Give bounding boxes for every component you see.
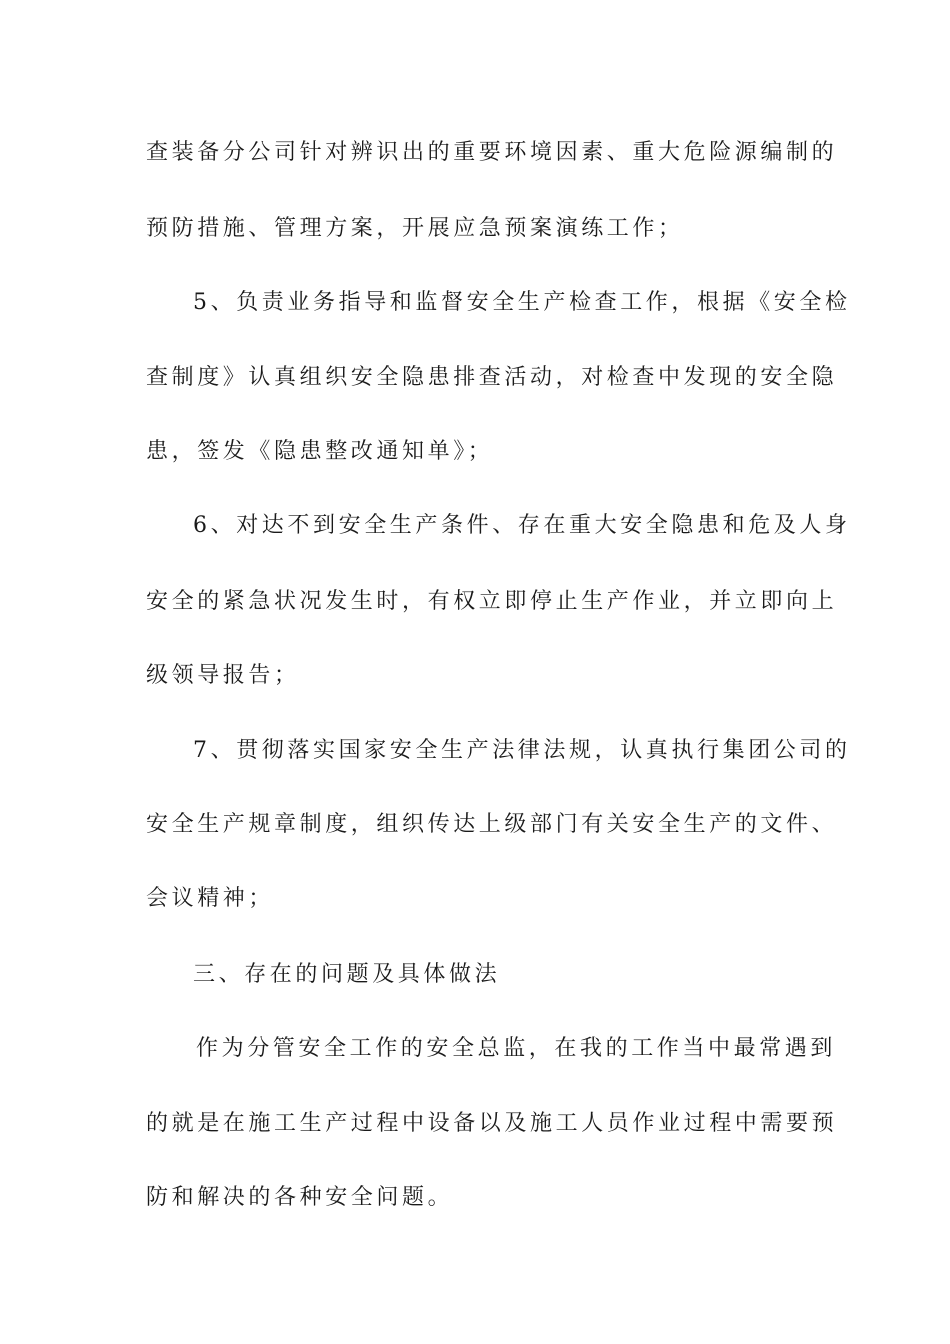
text-line: 会议精神； bbox=[146, 886, 275, 911]
text-line: 5、负责业务指导和监督安全生产检查工作，根据《安全检 bbox=[193, 290, 851, 315]
text-line: 的就是在施工生产过程中设备以及施工人员作业过程中需要预 bbox=[146, 1111, 838, 1136]
text-line: 查制度》认真组织安全隐患排查活动，对检查中发现的安全隐 bbox=[146, 365, 838, 390]
section-heading: 三、存在的问题及具体做法 bbox=[193, 962, 501, 987]
text-line: 查装备分公司针对辨识出的重要环境因素、重大危险源编制的 bbox=[146, 140, 838, 165]
text-line: 防和解决的各种安全问题。 bbox=[146, 1185, 454, 1210]
text-line: 7、贯彻落实国家安全生产法律法规，认真执行集团公司的 bbox=[193, 738, 851, 763]
text-line: 作为分管安全工作的安全总监，在我的工作当中最常遇到 bbox=[196, 1036, 837, 1061]
text-line: 安全生产规章制度，组织传达上级部门有关安全生产的文件、 bbox=[146, 812, 838, 837]
text-line: 6、对达不到安全生产条件、存在重大安全隐患和危及人身 bbox=[193, 513, 851, 538]
text-line: 预防措施、管理方案，开展应急预案演练工作； bbox=[146, 216, 684, 241]
text-line: 患，签发《隐患整改通知单》； bbox=[146, 439, 494, 464]
text-line: 级领导报告； bbox=[146, 663, 300, 688]
text-line: 安全的紧急状况发生时，有权立即停止生产作业，并立即向上 bbox=[146, 589, 838, 614]
